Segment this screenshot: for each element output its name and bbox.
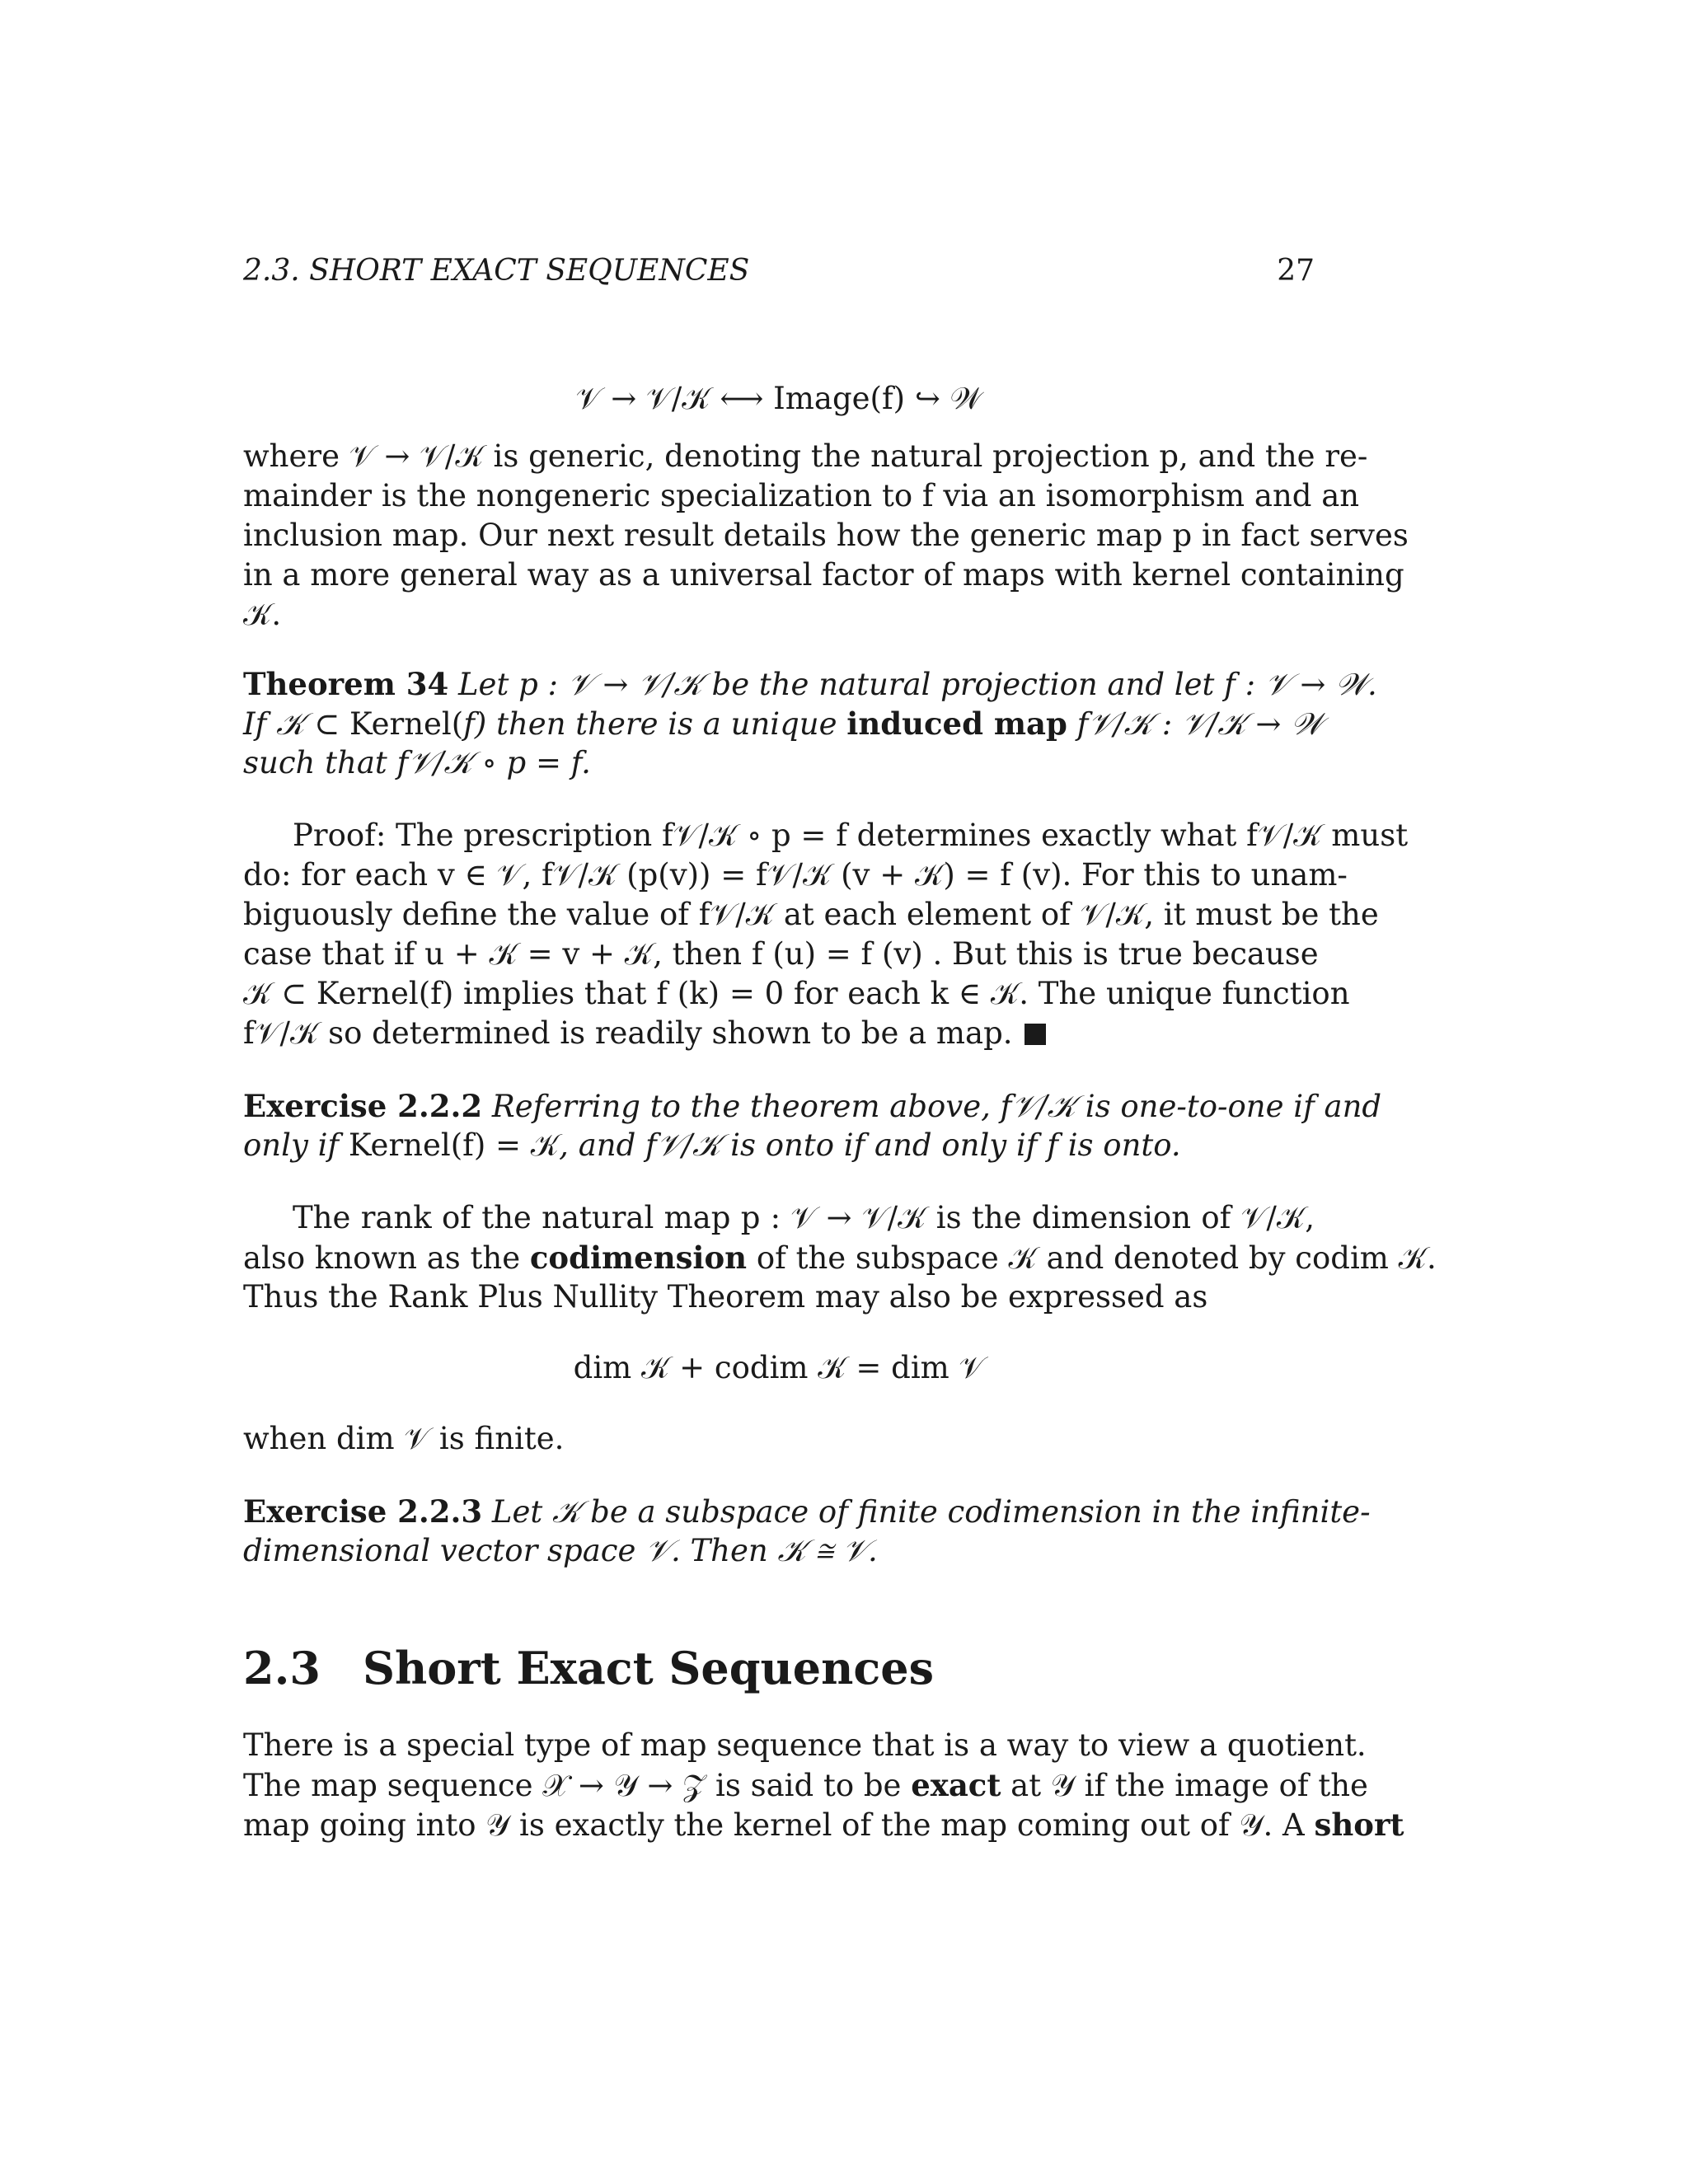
display-equation-quotient-factorization: 𝒱 → 𝒱/𝒦 ⟷ Image(f) ↪ 𝒲: [575, 381, 982, 416]
exercise-text: Referring to the theorem above, f𝒱/𝒦 is one-to-one if and: [491, 1089, 1382, 1124]
paragraph-text: also known as the: [243, 1240, 530, 1276]
proof-line: case that if u + 𝒦 = v + 𝒦, then f (u) = f (v) . But this is true because: [243, 936, 1319, 972]
paragraph-line: in a more general way as a universal factor of maps with kernel containing: [243, 557, 1404, 593]
theorem-bold-term: induced map: [846, 705, 1067, 742]
theorem-text: If 𝒦 ⊂: [243, 706, 349, 742]
theorem-34-line: [243, 664, 1377, 705]
proof-line: f𝒱/𝒦 so determined is readily shown to be a map.: [243, 1015, 1013, 1051]
proof-line: 𝒦 ⊂ Kernel(f) implies that f (k) = 0 for each k ∈ 𝒦. The unique function: [243, 976, 1350, 1011]
exercise-2-2-3-line: dimensional vector space 𝒱. Then 𝒦 ≅ 𝒱.: [243, 1533, 878, 1568]
bold-term-codimension: codimension: [529, 1240, 748, 1276]
theorem-34-line: [243, 704, 1323, 744]
paragraph-line: Thus the Rank Plus Nullity Theorem may also be expressed as: [243, 1279, 1208, 1315]
bold-term-exact: exact: [911, 1767, 1001, 1803]
proof-line: Proof: The prescription f𝒱/𝒦 ∘ p = f determines exactly what f𝒱/𝒦 must: [293, 818, 1409, 853]
exercise-label: Exercise 2.2.3: [243, 1493, 483, 1530]
paragraph-line: [243, 1238, 1437, 1278]
proof-line: do: for each v ∈ 𝒱, f𝒱/𝒦 (p(v)) = f𝒱/𝒦 (v + 𝒦) = f (v). For this to unam-: [243, 857, 1348, 893]
paragraph-line: 𝒦.: [243, 597, 282, 632]
exercise-text: Let 𝒦 be a subspace of finite codimension in the infinite-: [491, 1494, 1371, 1530]
display-equation-rank-nullity: dim 𝒦 + codim 𝒦 = dim 𝒱: [573, 1350, 985, 1385]
proof-last-line: [243, 1014, 1315, 1053]
paragraph-line: The rank of the natural map p : 𝒱 → 𝒱/𝒦 is the dimension of 𝒱/𝒦,: [293, 1200, 1315, 1235]
exercise-label: Exercise 2.2.2: [243, 1088, 483, 1124]
theorem-text: f𝒱/𝒦 : 𝒱/𝒦 → 𝒲: [1067, 706, 1323, 742]
section-heading: [243, 1642, 934, 1694]
theorem-text: f: [463, 706, 475, 742]
qed-square-icon: [1025, 1024, 1046, 1045]
paragraph-line: There is a special type of map sequence that is a way to view a quotient.: [243, 1727, 1367, 1763]
proof-line: biguously define the value of f𝒱/𝒦 at each element of 𝒱/𝒦, it must be the: [243, 897, 1379, 932]
paragraph-text: of the subspace 𝒦 and denoted by codim 𝒦.: [747, 1240, 1437, 1276]
paragraph-text: map going into 𝒴 is exactly the kernel of the map coming out of 𝒴. A: [243, 1807, 1315, 1843]
exercise-2-2-2-line: [243, 1126, 1315, 1165]
paragraph-line: [243, 1765, 1368, 1806]
exercise-text: Kernel(f) = 𝒦: [348, 1127, 560, 1163]
exercise-text: , and f𝒱/𝒦 is onto if and only if f is onto.: [559, 1127, 1181, 1163]
exercise-2-2-3-line: [243, 1492, 1371, 1532]
theorem-34-line: such that f𝒱/𝒦 ∘ p = f.: [243, 745, 591, 780]
running-header-title: 2.3. SHORT EXACT SEQUENCES: [243, 254, 750, 288]
paragraph-text: at 𝒴 if the image of the: [1001, 1768, 1368, 1803]
exercise-2-2-2-line: [243, 1086, 1382, 1127]
theorem-text: Kernel(: [349, 706, 464, 742]
section-number: 2.3: [243, 1642, 321, 1694]
section-title: Short Exact Sequences: [363, 1642, 935, 1694]
paragraph-text: The map sequence 𝒳 → 𝒴 → 𝒵 is said to be: [243, 1768, 912, 1803]
paragraph-line: where 𝒱 → 𝒱/𝒦 is generic, denoting the natural projection p, and the re-: [243, 438, 1368, 474]
page-number: 27: [1277, 254, 1315, 288]
theorem-text: ) then there is a unique: [474, 706, 847, 742]
theorem-text: Let p : 𝒱 → 𝒱/𝒦 be the natural projection and let f : 𝒱 → 𝒲.: [457, 667, 1377, 702]
paragraph-line: when dim 𝒱 is finite.: [243, 1421, 565, 1456]
paragraph-line: inclusion map. Our next result details how the generic map p in fact serves: [243, 518, 1409, 553]
exercise-text: only if: [243, 1127, 349, 1163]
paragraph-line: [243, 1805, 1404, 1845]
paragraph-line: mainder is the nongeneric specialization to f via an isomorphism and an: [243, 478, 1360, 513]
bold-term-short: short: [1314, 1807, 1404, 1843]
theorem-label: Theorem 34: [243, 666, 449, 702]
